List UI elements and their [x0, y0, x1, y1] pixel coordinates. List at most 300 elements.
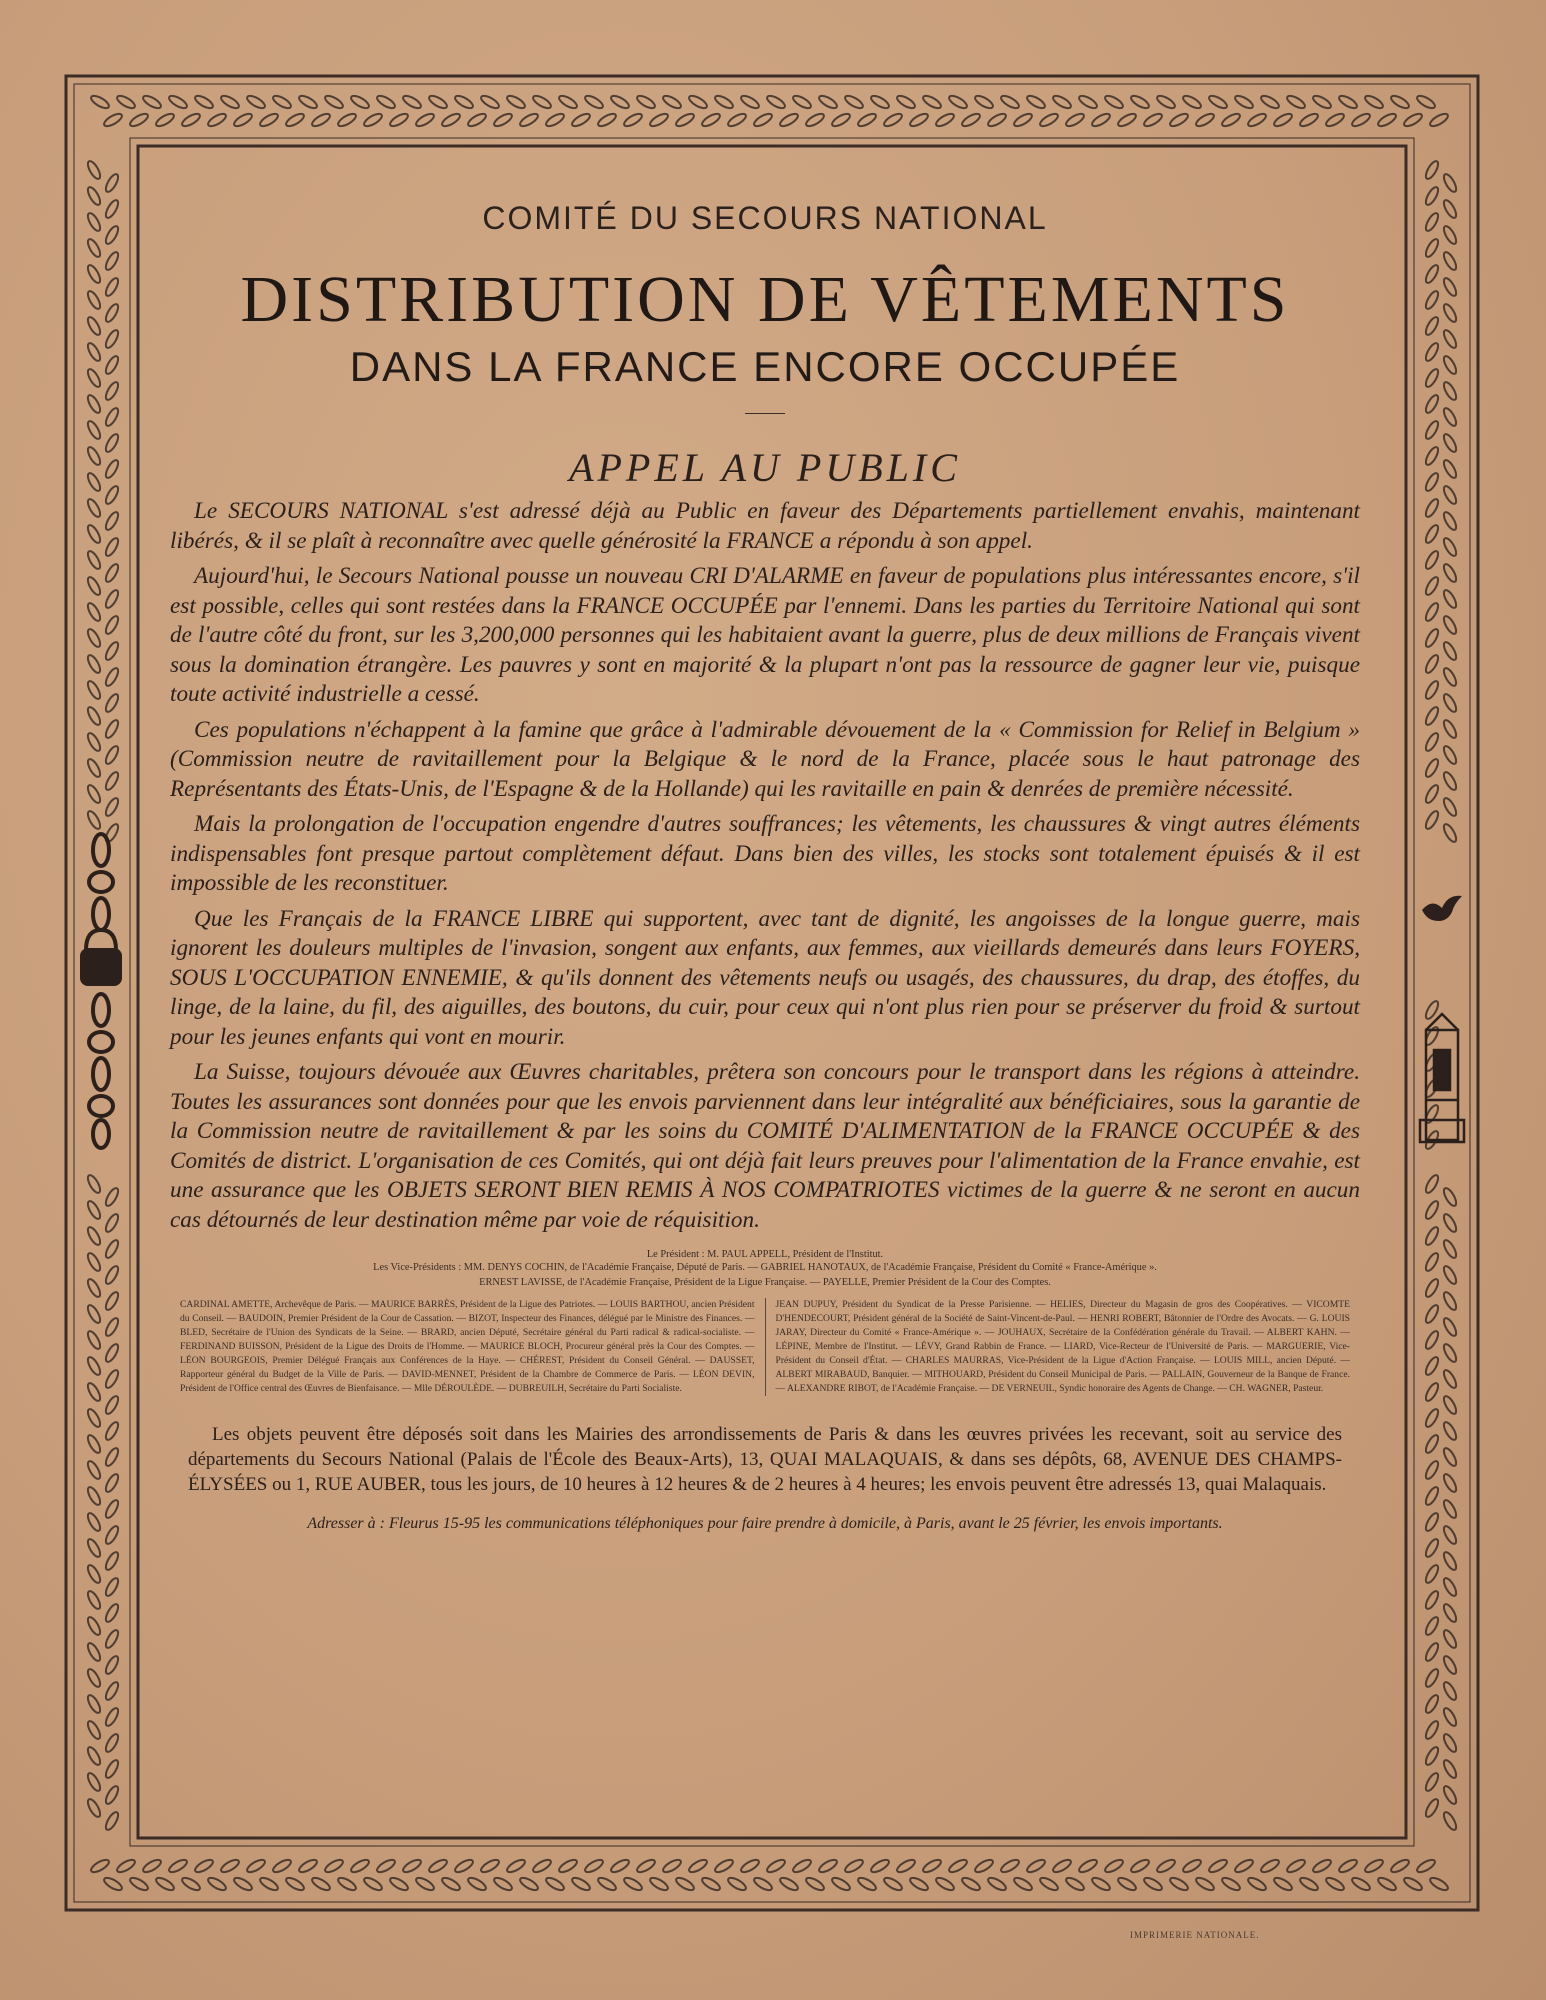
laurel-leaf [375, 94, 396, 111]
laurel-leaf [1442, 1472, 1459, 1493]
laurel-leaf [1181, 94, 1202, 111]
laurel-leaf [104, 1758, 121, 1779]
laurel-leaf [86, 1537, 103, 1558]
laurel-leaf [1424, 1329, 1441, 1350]
laurel-leaf [104, 250, 121, 271]
laurel-leaf [1424, 471, 1441, 492]
laurel-leaf [1424, 1407, 1441, 1428]
laurel-leaf [104, 770, 121, 791]
laurel-leaf [596, 112, 617, 129]
laurel-leaf [1337, 94, 1358, 111]
laurel-leaf [726, 1876, 747, 1893]
laurel-leaf [104, 796, 121, 817]
laurel-leaf [86, 237, 103, 258]
laurel-leaf [104, 1472, 121, 1493]
laurel-leaf [86, 601, 103, 622]
laurel-leaf [947, 1858, 968, 1875]
laurel-leaf [1424, 1589, 1441, 1610]
laurel-leaf [1402, 112, 1423, 129]
president-line: Le Président : M. PAUL APPELL, Président de l'Institut. [646, 1249, 884, 1260]
laurel-leaf [104, 1550, 121, 1571]
dove-icon [1418, 890, 1466, 930]
laurel-leaf [1424, 315, 1441, 336]
laurel-leaf [960, 112, 981, 129]
laurel-leaf [1442, 796, 1459, 817]
laurel-leaf [622, 112, 643, 129]
laurel-leaf [86, 627, 103, 648]
cathedral-icon [1416, 1010, 1468, 1150]
laurel-leaf [104, 1680, 121, 1701]
laurel-leaf [1442, 1654, 1459, 1675]
laurel-leaf [86, 1485, 103, 1506]
laurel-leaf [1424, 1251, 1441, 1272]
laurel-leaf [86, 523, 103, 544]
laurel-leaf [180, 112, 201, 129]
laurel-leaf [86, 679, 103, 700]
laurel-leaf [1194, 112, 1215, 129]
laurel-leaf [1298, 112, 1319, 129]
laurel-leaf [104, 718, 121, 739]
laurel-leaf [1424, 445, 1441, 466]
laurel-leaf [713, 94, 734, 111]
laurel-leaf [167, 94, 188, 111]
laurel-leaf [1116, 1876, 1137, 1893]
laurel-leaf [86, 1589, 103, 1610]
laurel-leaf [1090, 112, 1111, 129]
laurel-leaf [104, 276, 121, 297]
laurel-leaf [1442, 744, 1459, 765]
laurel-leaf [86, 757, 103, 778]
laurel-leaf [1424, 809, 1441, 830]
laurel-leaf [128, 1876, 149, 1893]
laurel-leaf [86, 1277, 103, 1298]
laurel-leaf [104, 1446, 121, 1467]
laurel-leaf [1389, 94, 1410, 111]
laurel-leaf [661, 94, 682, 111]
laurel-leaf [739, 1858, 760, 1875]
laurel-leaf [518, 112, 539, 129]
laurel-leaf [557, 1858, 578, 1875]
laurel-leaf [1012, 112, 1033, 129]
laurel-leaf [1424, 1693, 1441, 1714]
laurel-leaf [86, 1329, 103, 1350]
laurel-leaf [271, 1858, 292, 1875]
laurel-leaf [1324, 1876, 1345, 1893]
laurel-leaf [1051, 1858, 1072, 1875]
laurel-leaf [86, 1459, 103, 1480]
laurel-leaf [1220, 112, 1241, 129]
laurel-leaf [1246, 1876, 1267, 1893]
poster-subtitle: DANS LA FRANCE ENCORE OCCUPÉE [349, 343, 1181, 390]
laurel-leaf [104, 510, 121, 531]
laurel-leaf [1442, 1316, 1459, 1337]
laurel-leaf [648, 112, 669, 129]
laurel-leaf [104, 536, 121, 557]
laurel-leaf [89, 1858, 110, 1875]
laurel-leaf [86, 1199, 103, 1220]
laurel-leaf [86, 341, 103, 362]
laurel-leaf [1012, 1876, 1033, 1893]
laurel-leaf [1350, 1876, 1371, 1893]
laurel-leaf [86, 809, 103, 830]
laurel-leaf [141, 94, 162, 111]
laurel-leaf [427, 1858, 448, 1875]
laurel-leaf [1442, 1186, 1459, 1207]
printer-imprint: IMPRIMERIE NATIONALE. [1130, 1930, 1260, 1940]
laurel-leaf [323, 1858, 344, 1875]
laurel-leaf [258, 112, 279, 129]
laurel-leaf [297, 1858, 318, 1875]
laurel-leaf [1424, 289, 1441, 310]
laurel-leaf [167, 1858, 188, 1875]
laurel-leaf [700, 1876, 721, 1893]
laurel-leaf [104, 1316, 121, 1337]
laurel-leaf [1442, 250, 1459, 271]
laurel-leaf [104, 328, 121, 349]
laurel-leaf [104, 302, 121, 323]
laurel-leaf [104, 1498, 121, 1519]
laurel-leaf [104, 380, 121, 401]
laurel-leaf [86, 159, 103, 180]
laurel-leaf [1103, 1858, 1124, 1875]
laurel-leaf [1424, 1173, 1441, 1194]
laurel-leaf [1424, 367, 1441, 388]
laurel-leaf [1424, 757, 1441, 778]
laurel-leaf [1424, 1537, 1441, 1558]
laurel-leaf [1442, 1550, 1459, 1571]
laurel-leaf [1259, 94, 1280, 111]
laurel-leaf [154, 112, 175, 129]
laurel-leaf [86, 1303, 103, 1324]
laurel-leaf [1442, 484, 1459, 505]
laurel-leaf [973, 1858, 994, 1875]
laurel-leaf [1259, 1858, 1280, 1875]
laurel-leaf [1168, 112, 1189, 129]
laurel-leaf [1116, 112, 1137, 129]
laurel-leaf [141, 1858, 162, 1875]
laurel-leaf [104, 1732, 121, 1753]
laurel-leaf [843, 1858, 864, 1875]
laurel-leaf [1424, 1433, 1441, 1454]
laurel-leaf [570, 1876, 591, 1893]
laurel-leaf [752, 112, 773, 129]
laurel-leaf [104, 458, 121, 479]
poster-content [170, 180, 1360, 1533]
laurel-leaf [86, 445, 103, 466]
laurel-leaf [193, 1858, 214, 1875]
laurel-leaf [349, 1858, 370, 1875]
laurel-leaf [1424, 1199, 1441, 1220]
laurel-leaf [86, 705, 103, 726]
laurel-leaf [1376, 1876, 1397, 1893]
laurel-leaf [882, 112, 903, 129]
laurel-leaf [86, 289, 103, 310]
laurel-leaf [908, 1876, 929, 1893]
laurel-leaf [1442, 822, 1459, 843]
laurel-leaf [934, 112, 955, 129]
laurel-leaf [1442, 458, 1459, 479]
laurel-leaf [86, 1407, 103, 1428]
laurel-leaf [895, 1858, 916, 1875]
laurel-leaf [583, 1858, 604, 1875]
laurel-leaf [104, 1186, 121, 1207]
laurel-leaf [817, 94, 838, 111]
laurel-leaf [843, 94, 864, 111]
laurel-leaf [102, 112, 123, 129]
laurel-leaf [1442, 718, 1459, 739]
laurel-leaf [336, 112, 357, 129]
laurel-leaf [1442, 224, 1459, 245]
laurel-leaf [1424, 1797, 1441, 1818]
laurel-leaf [1025, 94, 1046, 111]
laurel-leaf [570, 112, 591, 129]
laurel-leaf [104, 1602, 121, 1623]
laurel-leaf [86, 783, 103, 804]
laurel-leaf [104, 198, 121, 219]
laurel-leaf [104, 172, 121, 193]
laurel-leaf [1442, 1628, 1459, 1649]
laurel-leaf [1424, 1719, 1441, 1740]
laurel-leaf [791, 1858, 812, 1875]
laurel-leaf [492, 1876, 513, 1893]
laurel-leaf [1442, 588, 1459, 609]
laurel-leaf [1038, 1876, 1059, 1893]
laurel-leaf [1285, 1858, 1306, 1875]
laurel-leaf [1442, 1290, 1459, 1311]
laurel-leaf [1424, 263, 1441, 284]
laurel-leaf [1246, 112, 1267, 129]
laurel-leaf [104, 484, 121, 505]
laurel-leaf [1442, 1264, 1459, 1285]
laurel-leaf [1442, 510, 1459, 531]
laurel-leaf [1207, 1858, 1228, 1875]
laurel-leaf [86, 1797, 103, 1818]
laurel-leaf [986, 112, 1007, 129]
laurel-leaf [310, 1876, 331, 1893]
laurel-leaf [388, 1876, 409, 1893]
laurel-leaf [1442, 1524, 1459, 1545]
laurel-leaf [104, 588, 121, 609]
laurel-leaf [104, 1784, 121, 1805]
members-column-left: CARDINAL AMETTE, Archevêque de Paris. — MAURICE BARRÈS, Président de la Ligue des Patriotes. — LOUIS BARTHOU, ancien Président du Conseil. — BAUDOIN, Premier Président de la Cour de Cassation. — BIZOT, Inspecteur des Finances, délégué par le Ministre des Finances. — BLED, Secrétaire de l'Union des Syndicats de la Seine. — BRARD, ancien Député, Secrétaire général du Parti radical & radical-socialiste. — FERDINAND BUISSON, Président de la Ligue des Droits de l'Homme. — MAURICE BLOCH, Procureur général près la Cour des Comptes. — LÉON BOURGEOIS, Premier Délégué Français aux Conférences de la Haye. — CHÉREST, Président du Conseil Général. — DAUSSET, Rapporteur général du Budget de la Ville de Paris. — DAVID-MENNET, Président de la Chambre de Commerce de Paris. — LÉON DEVIN, Président de l'Office central des Œuvres de Bienfaisance. — Mlle DÉROULÈDE. — DUBREUILH, Secrétaire du Parti Socialiste. [170, 1298, 766, 1396]
laurel-leaf [86, 185, 103, 206]
laurel-leaf [86, 575, 103, 596]
laurel-leaf [86, 1771, 103, 1792]
laurel-leaf [674, 1876, 695, 1893]
laurel-leaf [544, 112, 565, 129]
laurel-leaf [1442, 328, 1459, 349]
laurel-leaf [414, 1876, 435, 1893]
laurel-leaf [1424, 523, 1441, 544]
laurel-leaf [1424, 211, 1441, 232]
body-paragraph: Le SECOURS NATIONAL s'est adressé déjà au Public en faveur des Départements partiellement envahis, maintenant libérés, & il se plaît à reconnaître avec quelle générosité la FRANCE a répondu à son appel. [170, 498, 1360, 554]
laurel-leaf [323, 94, 344, 111]
laurel-leaf [193, 94, 214, 111]
laurel-leaf [557, 94, 578, 111]
laurel-leaf [453, 1858, 474, 1875]
laurel-leaf [1038, 112, 1059, 129]
laurel-leaf [1424, 783, 1441, 804]
laurel-leaf [1424, 1355, 1441, 1376]
laurel-leaf [505, 1858, 526, 1875]
laurel-leaf [1311, 1858, 1332, 1875]
laurel-leaf [86, 731, 103, 752]
laurel-leaf [271, 94, 292, 111]
laurel-leaf [86, 1563, 103, 1584]
laurel-leaf [1424, 575, 1441, 596]
laurel-leaf [104, 1368, 121, 1389]
laurel-leaf [1285, 94, 1306, 111]
laurel-leaf [104, 1394, 121, 1415]
laurel-leaf [635, 94, 656, 111]
laurel-leaf [440, 112, 461, 129]
laurel-leaf [1298, 1876, 1319, 1893]
laurel-leaf [104, 1290, 121, 1311]
laurel-leaf [1424, 1459, 1441, 1480]
laurel-leaf [492, 112, 513, 129]
laurel-leaf [104, 354, 121, 375]
laurel-leaf [830, 112, 851, 129]
laurel-leaf [86, 211, 103, 232]
laurel-leaf [1424, 1485, 1441, 1506]
laurel-leaf [752, 1876, 773, 1893]
laurel-leaf [1389, 1858, 1410, 1875]
chain-padlock-icon [76, 830, 126, 1150]
laurel-leaf [86, 315, 103, 336]
laurel-leaf [1233, 1858, 1254, 1875]
laurel-leaf [999, 1858, 1020, 1875]
laurel-leaf [336, 1876, 357, 1893]
laurel-leaf [86, 1225, 103, 1246]
laurel-leaf [1442, 276, 1459, 297]
laurel-leaf [86, 549, 103, 570]
laurel-leaf [86, 653, 103, 674]
laurel-leaf [86, 1381, 103, 1402]
laurel-leaf [86, 1251, 103, 1272]
laurel-leaf [1442, 562, 1459, 583]
laurel-leaf [1442, 1576, 1459, 1597]
laurel-leaf [1442, 1602, 1459, 1623]
laurel-leaf [245, 1858, 266, 1875]
laurel-leaf [1424, 341, 1441, 362]
laurel-leaf [765, 1858, 786, 1875]
laurel-leaf [154, 1876, 175, 1893]
laurel-leaf [1442, 1758, 1459, 1779]
laurel-leaf [1424, 1381, 1441, 1402]
laurel-leaf [86, 1511, 103, 1532]
committee-name: COMITÉ DU SECOURS NATIONAL [482, 200, 1048, 236]
body-paragraph: La Suisse, toujours dévouée aux Œuvres charitables, prêtera son concours pour le transport dans les régions à atteindre. Toutes les assurances sont données pour que les envois parviennent dans leur intégralité aux bénéficiaires, sous la garantie de la Commission neutre de ravitaillement & par les soins du COMITÉ D'ALIMENTATION de la FRANCE OCCUPÉE & des Comités de district. L'organisation de ces Comités, qui ont déjà fait leurs preuves pour l'alimentation de la France envahie, est une assurance que les OBJETS SERONT BIEN REMIS À NOS COMPATRIOTES victimes de la guerre & ne seront en aucun cas détournés de leur destination même par voie de réquisition. [170, 1059, 1360, 1233]
laurel-leaf [830, 1876, 851, 1893]
laurel-leaf [104, 1654, 121, 1675]
laurel-leaf [531, 1858, 552, 1875]
laurel-leaf [86, 1355, 103, 1376]
laurel-leaf [1442, 354, 1459, 375]
laurel-leaf [362, 112, 383, 129]
laurel-leaf [973, 94, 994, 111]
laurel-leaf [1129, 1858, 1150, 1875]
laurel-leaf [86, 419, 103, 440]
laurel-leaf [869, 1858, 890, 1875]
laurel-leaf [1272, 112, 1293, 129]
deposit-instructions: Les objets peuvent être déposés soit dans les Mairies des arrondissements de Paris & dans les œuvres privées les recevant, soit au service des départements du Secours National (Palais de l'École des Beaux-Arts), 13, QUAI MALAQUAIS, & dans ses dépôts, 68, AVENUE DES CHAMPS-ÉLYSÉES ou 1, RUE AUBER, tous les jours, de 10 heures à 12 heures & de 2 heures à 4 heures; les envois peuvent être adressés 13, quai Malaquais. [188, 1424, 1342, 1495]
laurel-leaf [1442, 198, 1459, 219]
laurel-leaf [1428, 1876, 1449, 1893]
laurel-leaf [895, 94, 916, 111]
laurel-leaf [1337, 1858, 1358, 1875]
laurel-leaf [1350, 112, 1371, 129]
laurel-leaf [1424, 185, 1441, 206]
laurel-leaf [505, 94, 526, 111]
laurel-leaf [104, 1706, 121, 1727]
laurel-leaf [206, 1876, 227, 1893]
laurel-leaf [104, 1238, 121, 1259]
laurel-leaf [1424, 1667, 1441, 1688]
laurel-leaf [1442, 172, 1459, 193]
laurel-leaf [1424, 1225, 1441, 1246]
committee-officers [170, 1249, 1360, 1396]
laurel-leaf [297, 94, 318, 111]
laurel-leaf [1442, 1238, 1459, 1259]
laurel-leaf [1207, 94, 1228, 111]
laurel-leaf [1442, 536, 1459, 557]
laurel-leaf [856, 112, 877, 129]
laurel-leaf [1424, 1563, 1441, 1584]
laurel-leaf [1155, 1858, 1176, 1875]
laurel-leaf [1181, 1858, 1202, 1875]
laurel-leaf [1442, 1212, 1459, 1233]
laurel-leaf [856, 1876, 877, 1893]
laurel-leaf [86, 367, 103, 388]
laurel-leaf [1442, 640, 1459, 661]
laurel-leaf [86, 1693, 103, 1714]
laurel-leaf [284, 1876, 305, 1893]
laurel-leaf [1324, 112, 1345, 129]
laurel-leaf [1424, 627, 1441, 648]
laurel-leaf [1442, 406, 1459, 427]
laurel-leaf [89, 94, 110, 111]
laurel-leaf [1077, 94, 1098, 111]
laurel-leaf [1155, 94, 1176, 111]
laurel-leaf [1424, 731, 1441, 752]
laurel-leaf [609, 1858, 630, 1875]
committee-members [170, 1298, 1360, 1396]
laurel-leaf [349, 94, 370, 111]
laurel-leaf [1142, 112, 1163, 129]
laurel-leaf [86, 1667, 103, 1688]
laurel-leaf [921, 94, 942, 111]
laurel-leaf [86, 1615, 103, 1636]
laurel-leaf [1442, 666, 1459, 687]
laurel-leaf [479, 94, 500, 111]
laurel-leaf [1442, 1680, 1459, 1701]
laurel-leaf [86, 471, 103, 492]
laurel-leaf [1442, 1446, 1459, 1467]
laurel-leaf [960, 1876, 981, 1893]
laurel-leaf [104, 1342, 121, 1363]
laurel-leaf [739, 94, 760, 111]
laurel-leaf [817, 1858, 838, 1875]
laurel-leaf [1442, 1732, 1459, 1753]
laurel-leaf [86, 1745, 103, 1766]
laurel-leaf [102, 1876, 123, 1893]
laurel-leaf [648, 1876, 669, 1893]
laurel-leaf [1424, 1303, 1441, 1324]
vice-presidents-line-2: ERNEST LAVISSE, de l'Académie Française, Président de la Ligue Française. — PAYELLE, Premier Président de la Cour des Comptes. [479, 1277, 1051, 1288]
laurel-leaf [778, 1876, 799, 1893]
laurel-leaf [104, 692, 121, 713]
laurel-leaf [1424, 1277, 1441, 1298]
